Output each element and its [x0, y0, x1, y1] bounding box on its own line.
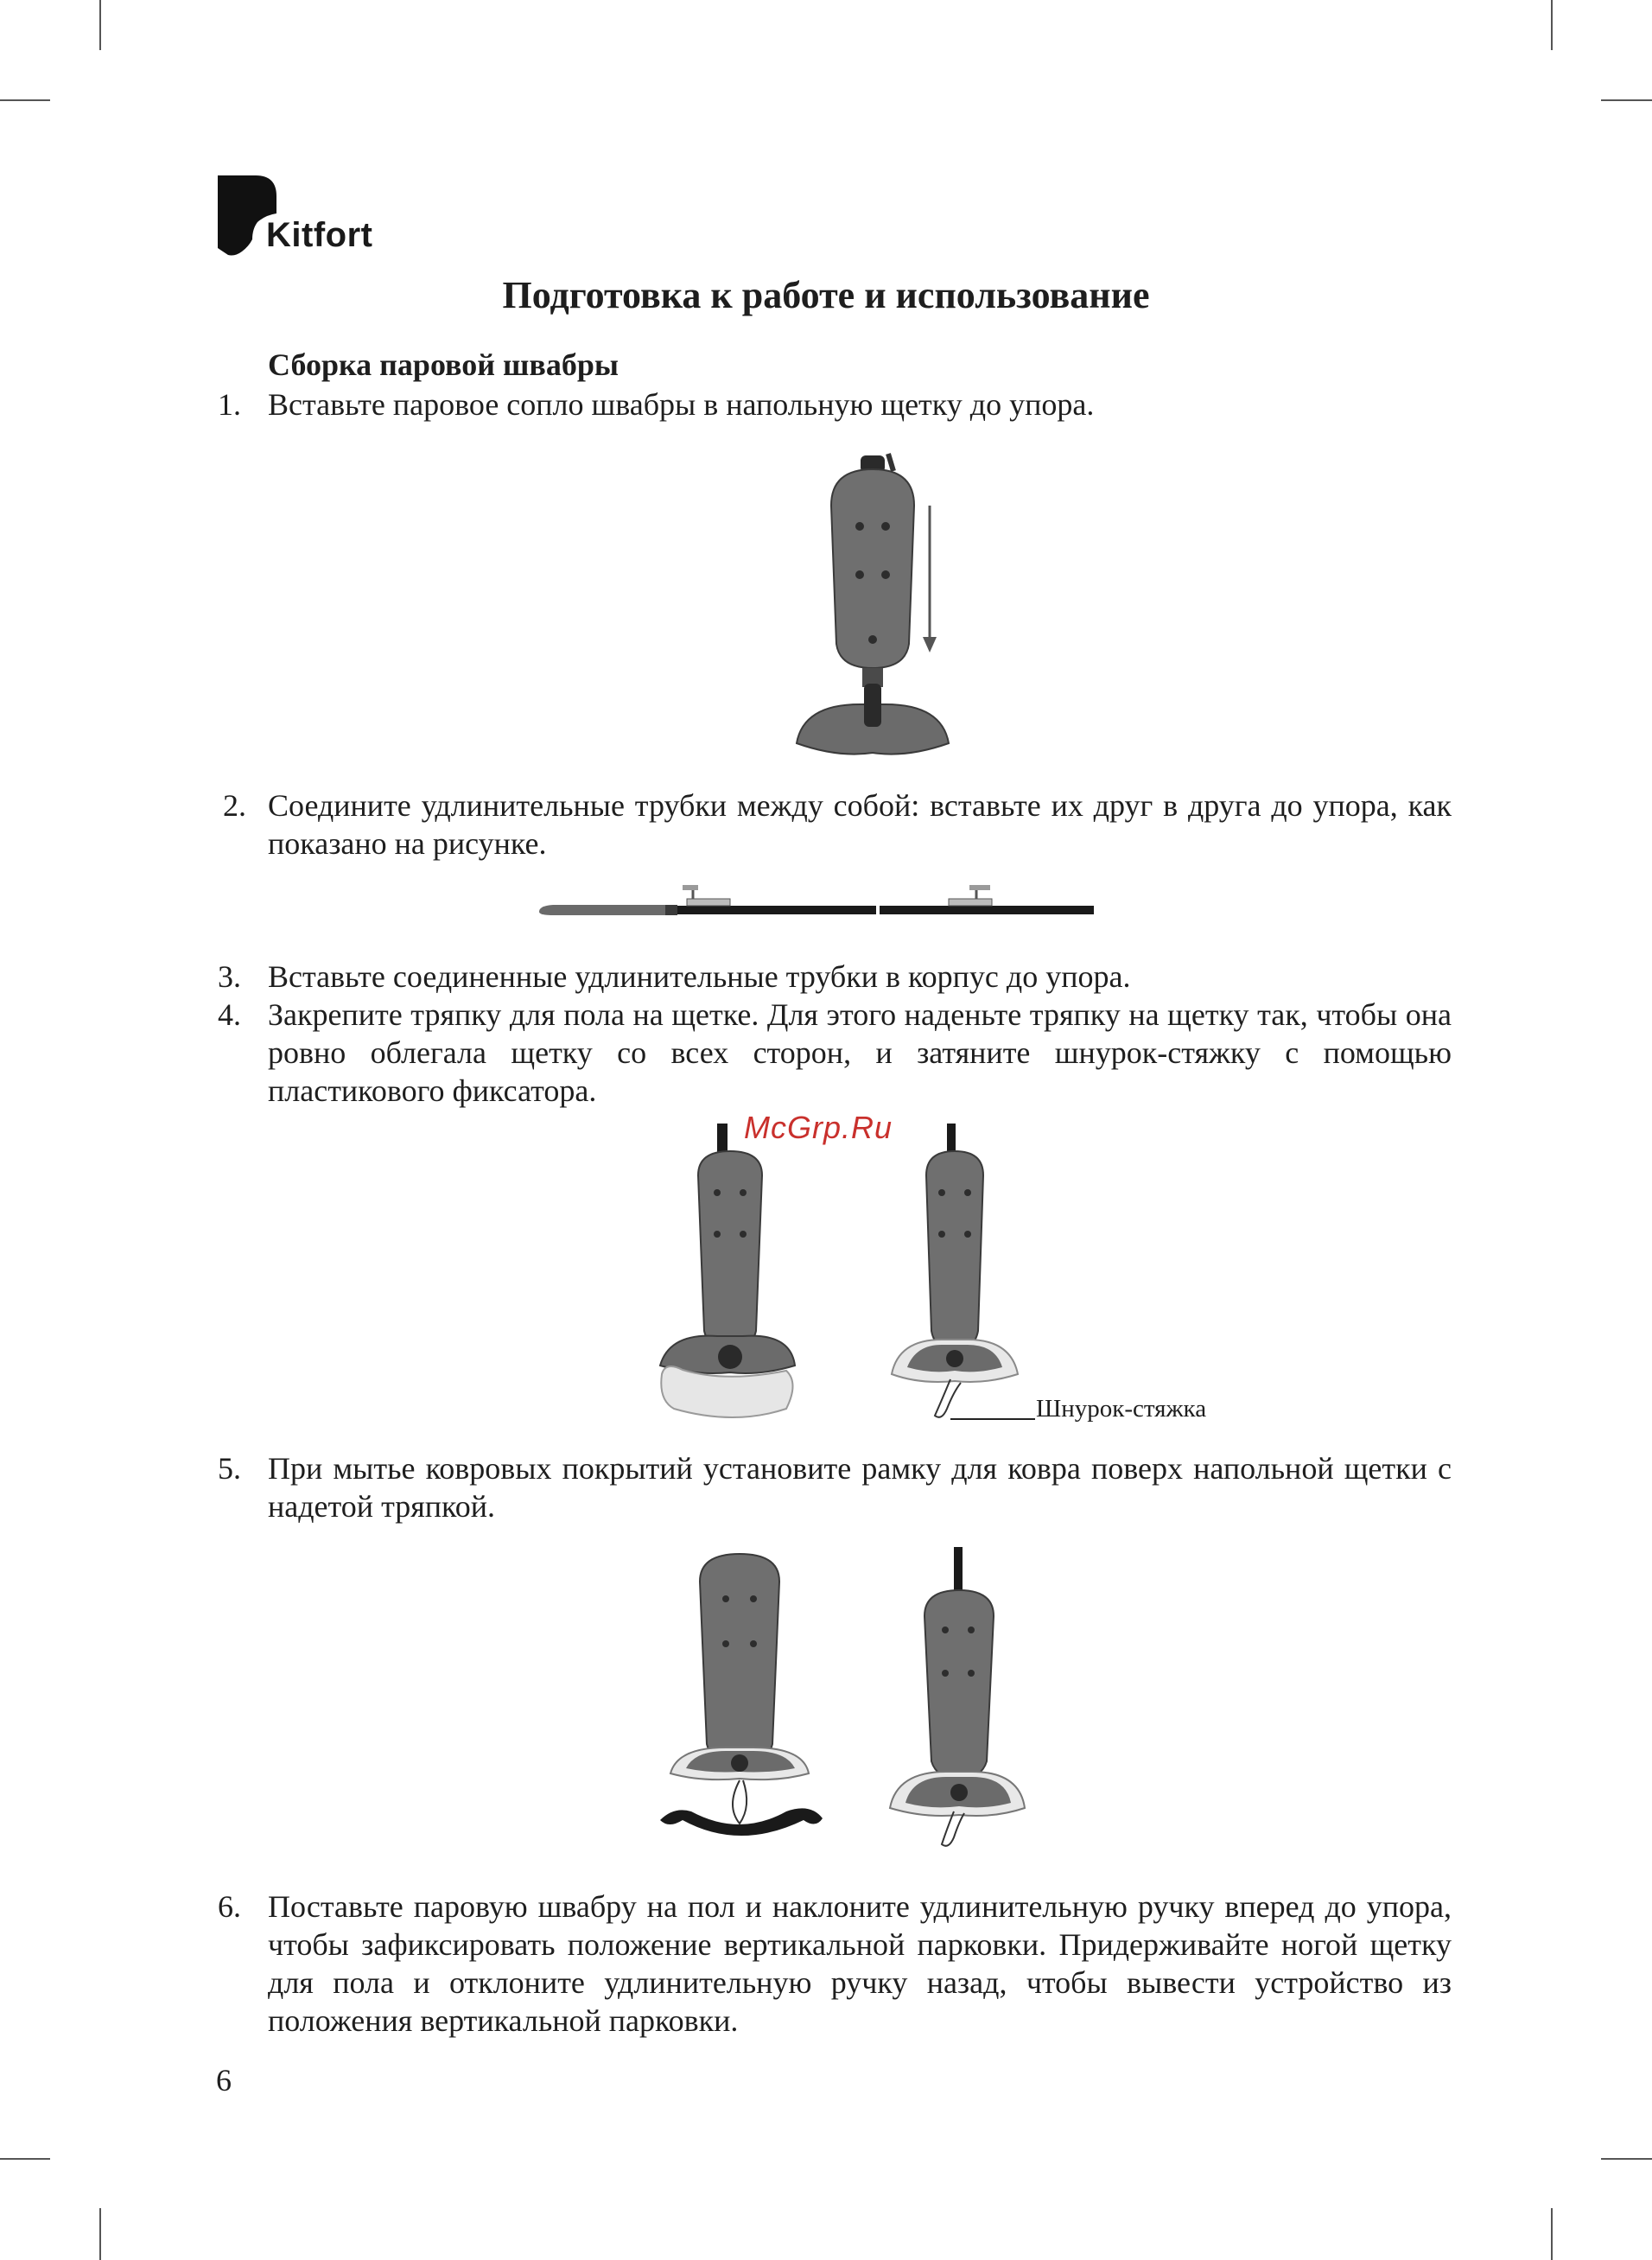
extension-tubes-figure	[536, 882, 1097, 925]
list-item-text: Поставьте паровую швабру на пол и наклоните удлинительную ручку вперед до упора, чтобы зафиксировать положение вертикальной парковки. Придерживайте ногой щетку для пола и отклоните удлинительную ручку назад, чтобы вывести устройство из положения вертикальной парковки.	[268, 1889, 1452, 2038]
page-number: 6	[216, 2063, 232, 2098]
crop-mark	[1551, 0, 1553, 50]
list-item-number: 2.	[223, 788, 246, 823]
list-item	[218, 958, 1452, 996]
list-item	[218, 385, 1452, 423]
list-item-number: 1.	[218, 387, 241, 422]
crop-mark	[0, 99, 50, 101]
mop-insert-figure	[778, 445, 968, 773]
list-item	[218, 996, 1452, 1110]
crop-mark	[1601, 99, 1652, 101]
list-item-text: Соедините удлинительные трубки между собой: вставьте их друг в друга до упора, как показано на рисунке.	[268, 788, 1452, 861]
list-item-number: 4.	[218, 997, 241, 1032]
list-item-text: Вставьте паровое сопло швабры в напольную щетку до упора.	[268, 387, 1095, 422]
list-item-text: Закрепите тряпку для пола на щетке. Для этого наденьте тряпку на щетку так, чтобы она ровно облегала щетку со всех сторон, и затяните шнурок-стяжку с помощью пластикового фиксатора.	[268, 997, 1452, 1108]
brand-name: Kitfort	[266, 216, 373, 254]
mop-cloth-figure	[657, 1124, 1037, 1435]
list-item-text: Вставьте соединенные удлинительные трубки в корпус до упора.	[268, 959, 1131, 994]
list-item-number: 6.	[218, 1889, 241, 1924]
carpet-frame-figure	[657, 1547, 1037, 1884]
page-title: Подготовка к работе и использование	[502, 274, 1150, 316]
crop-mark	[99, 0, 101, 50]
list-item	[218, 786, 1452, 863]
list-item-number: 5.	[218, 1451, 241, 1486]
crop-mark	[1601, 2158, 1652, 2160]
crop-mark	[1551, 2208, 1553, 2260]
section-subtitle: Сборка паровой швабры	[268, 347, 619, 382]
watermark: McGrp.Ru	[744, 1110, 893, 1145]
list-item	[218, 1449, 1452, 1525]
list-item-number: 3.	[218, 959, 241, 994]
list-item-text: При мытье ковровых покрытий установите рамку для ковра поверх напольной щетки с надетой тряпкой.	[268, 1451, 1452, 1524]
list-item	[218, 1888, 1452, 2040]
crop-mark	[0, 2158, 50, 2160]
crop-mark	[99, 2208, 101, 2260]
figure-caption: Шнурок-стяжка	[1036, 1395, 1207, 1423]
